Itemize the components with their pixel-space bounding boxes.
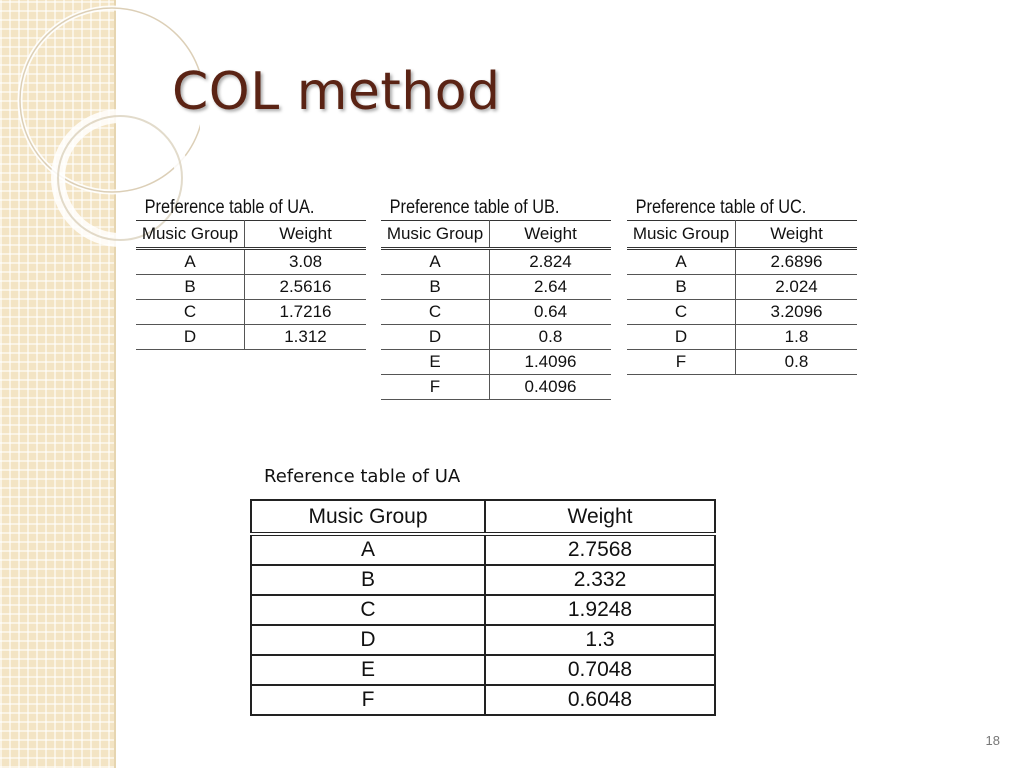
table-row: [627, 350, 857, 375]
table-row: [136, 249, 366, 275]
cell-weight: 0.6048: [485, 685, 715, 715]
cell-weight: 1.312: [245, 325, 367, 350]
table-caption: Preference table of UC.: [635, 197, 807, 218]
cell-weight: 1.9248: [485, 595, 715, 625]
slide-title: COL method: [172, 62, 501, 122]
cell-weight: 0.8: [490, 325, 612, 350]
cell-group: B: [251, 565, 485, 595]
column-header: Weight: [490, 221, 612, 249]
cell-group: C: [381, 300, 490, 325]
cell-group: D: [136, 325, 245, 350]
cell-group: F: [251, 685, 485, 715]
cell-group: E: [381, 350, 490, 375]
cell-weight: 3.08: [245, 249, 367, 275]
cell-weight: 1.8: [736, 325, 858, 350]
cell-group: F: [627, 350, 736, 375]
cell-group: C: [627, 300, 736, 325]
cell-weight: 1.3: [485, 625, 715, 655]
cell-weight: 1.7216: [245, 300, 367, 325]
table-row: [627, 275, 857, 300]
table-row: [136, 275, 366, 300]
table-row: [251, 685, 715, 715]
cell-weight: 0.7048: [485, 655, 715, 685]
cell-weight: 2.824: [490, 249, 612, 275]
table-row: [627, 249, 857, 275]
table-row: [627, 300, 857, 325]
cell-weight: 0.64: [490, 300, 612, 325]
table-row: [251, 595, 715, 625]
cell-group: D: [627, 325, 736, 350]
table-caption: Preference table of UB.: [389, 197, 560, 218]
cell-group: E: [251, 655, 485, 685]
reference-table: [250, 499, 716, 716]
cell-weight: 3.2096: [736, 300, 858, 325]
table-row: [381, 249, 611, 275]
cell-weight: 2.332: [485, 565, 715, 595]
column-header: Weight: [245, 221, 367, 249]
table-row: [136, 325, 366, 350]
cell-weight: 2.6896: [736, 249, 858, 275]
table-row: [381, 275, 611, 300]
preference-table-ua: [136, 196, 366, 350]
cell-weight: 2.024: [736, 275, 858, 300]
column-header: Weight: [485, 500, 715, 534]
cell-weight: 0.4096: [490, 375, 612, 400]
cell-group: D: [381, 325, 490, 350]
column-header: Music Group: [381, 221, 490, 249]
table-row: [251, 534, 715, 565]
page-number: 18: [985, 733, 1000, 748]
cell-group: B: [627, 275, 736, 300]
cell-group: A: [251, 534, 485, 565]
column-header: Weight: [736, 221, 858, 249]
table-caption: Preference table of UA.: [144, 197, 315, 218]
reference-table-label: Reference table of UA: [264, 466, 461, 487]
table-row: [251, 625, 715, 655]
table-row: [381, 375, 611, 400]
cell-group: D: [251, 625, 485, 655]
cell-weight: 2.7568: [485, 534, 715, 565]
table-row: [381, 300, 611, 325]
table-row: [251, 565, 715, 595]
column-header: Music Group: [251, 500, 485, 534]
table-row: [136, 300, 366, 325]
column-header: Music Group: [627, 221, 736, 249]
cell-group: B: [136, 275, 245, 300]
cell-group: F: [381, 375, 490, 400]
cell-group: A: [627, 249, 736, 275]
preference-table-ub: [381, 196, 611, 400]
cell-group: A: [136, 249, 245, 275]
cell-group: C: [136, 300, 245, 325]
cell-weight: 2.5616: [245, 275, 367, 300]
column-header: Music Group: [136, 221, 245, 249]
cell-weight: 2.64: [490, 275, 612, 300]
table-row: [381, 325, 611, 350]
cell-weight: 1.4096: [490, 350, 612, 375]
cell-group: B: [381, 275, 490, 300]
cell-group: A: [381, 249, 490, 275]
table-row: [627, 325, 857, 350]
preference-table-uc: [627, 196, 857, 375]
table-row: [381, 350, 611, 375]
cell-group: C: [251, 595, 485, 625]
table-row: [251, 655, 715, 685]
cell-weight: 0.8: [736, 350, 858, 375]
